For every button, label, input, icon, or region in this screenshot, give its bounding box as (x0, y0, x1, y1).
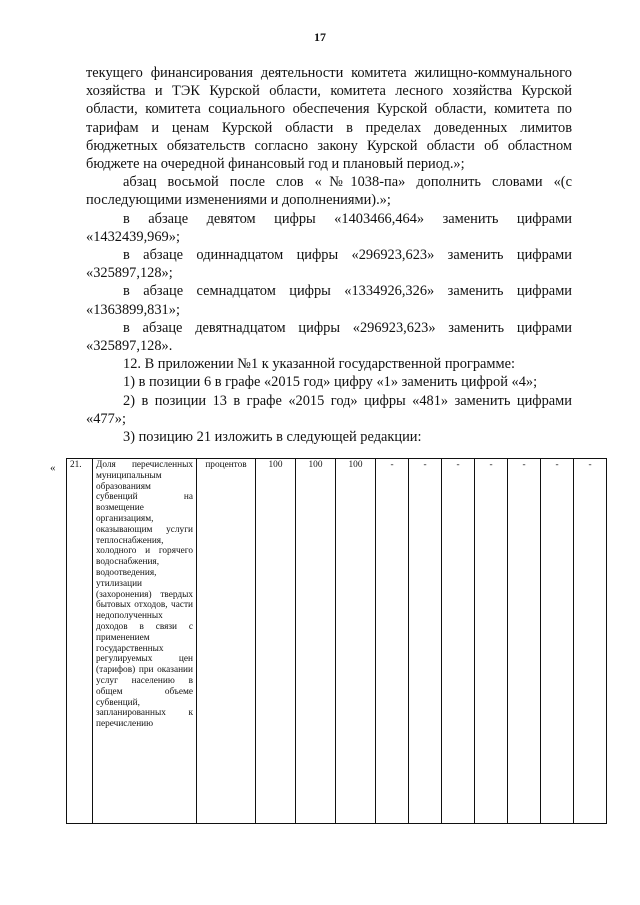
dash-cell: - (376, 459, 409, 824)
subitem-1: 1) в позиции 6 в графе «2015 год» цифру «1» заменить цифрой «4»; (123, 374, 538, 391)
dash-cell: - (475, 459, 508, 824)
value-cell: 100 (256, 459, 296, 824)
dash-cell: - (409, 459, 442, 824)
indicator-name-text: Доля перечисленных муниципальным образованиям субвенций на возмещение организациям, оказывающим услуги теплоснабжения, холодного и горячего водоснабжения, водоотведения, утилизации (захоронения) твердых бытовых отходов, части недополученных доходов в связи с применением государственных регулируемых цен (тарифов) при оказании услуг населению в общем объеме субвенций, запланированных к перечислению (96, 460, 193, 730)
table-row (67, 459, 607, 824)
page-number: 17 (314, 30, 326, 44)
item-12: 12. В приложении №1 к указанной государственной программе: (123, 356, 516, 373)
paragraph-continuation: текущего финансирования деятельности комитета жилищно-коммунального хозяйства и ТЭК Курской области, комитета лесного хозяйства Курской области, комитета социального обеспечения Курской области, комитета по тарифам и ценам Курской области в пределах доведенных лимитов бюджетных обязательств согласно закону Курской области об областном бюджете на очередной финансовый год и плановый период.»; (86, 65, 572, 173)
paragraph-19: в абзаце девятнадцатом цифры «296923,623» заменить цифрами «325897,128». (86, 319, 572, 355)
dash-cell: - (541, 459, 574, 824)
subitem-2: 2) в позиции 13 в графе «2015 год» цифры «481» заменить цифрами «477»; (86, 392, 572, 427)
paragraph-9: в абзаце девятом цифры «1403466,464» заменить цифрами «1432439,969»; (86, 210, 572, 245)
body-text (86, 64, 572, 446)
subitem-3: 3) позицию 21 изложить в следующей редакции: (123, 429, 422, 446)
position-number: 21. (67, 459, 93, 824)
indicator-table (66, 458, 607, 824)
value-cell: 100 (336, 459, 376, 824)
indicator-name (93, 459, 197, 824)
value-cell: 100 (296, 459, 336, 824)
opening-quote: « (50, 462, 56, 474)
unit-cell: процентов (197, 459, 256, 824)
dash-cell: - (442, 459, 475, 824)
paragraph-8: абзац восьмой после слов «№1038-па» дополнить словами «(с последующими изменениями и дополнениями).»; (86, 174, 572, 209)
paragraph-11: в абзаце одиннадцатом цифры «296923,623» заменить цифрами «325897,128»; (86, 247, 572, 282)
dash-cell: - (508, 459, 541, 824)
dash-cell: - (574, 459, 607, 824)
paragraph-17: в абзаце семнадцатом цифры «1334926,326» заменить цифрами «1363899,831»; (86, 283, 572, 318)
